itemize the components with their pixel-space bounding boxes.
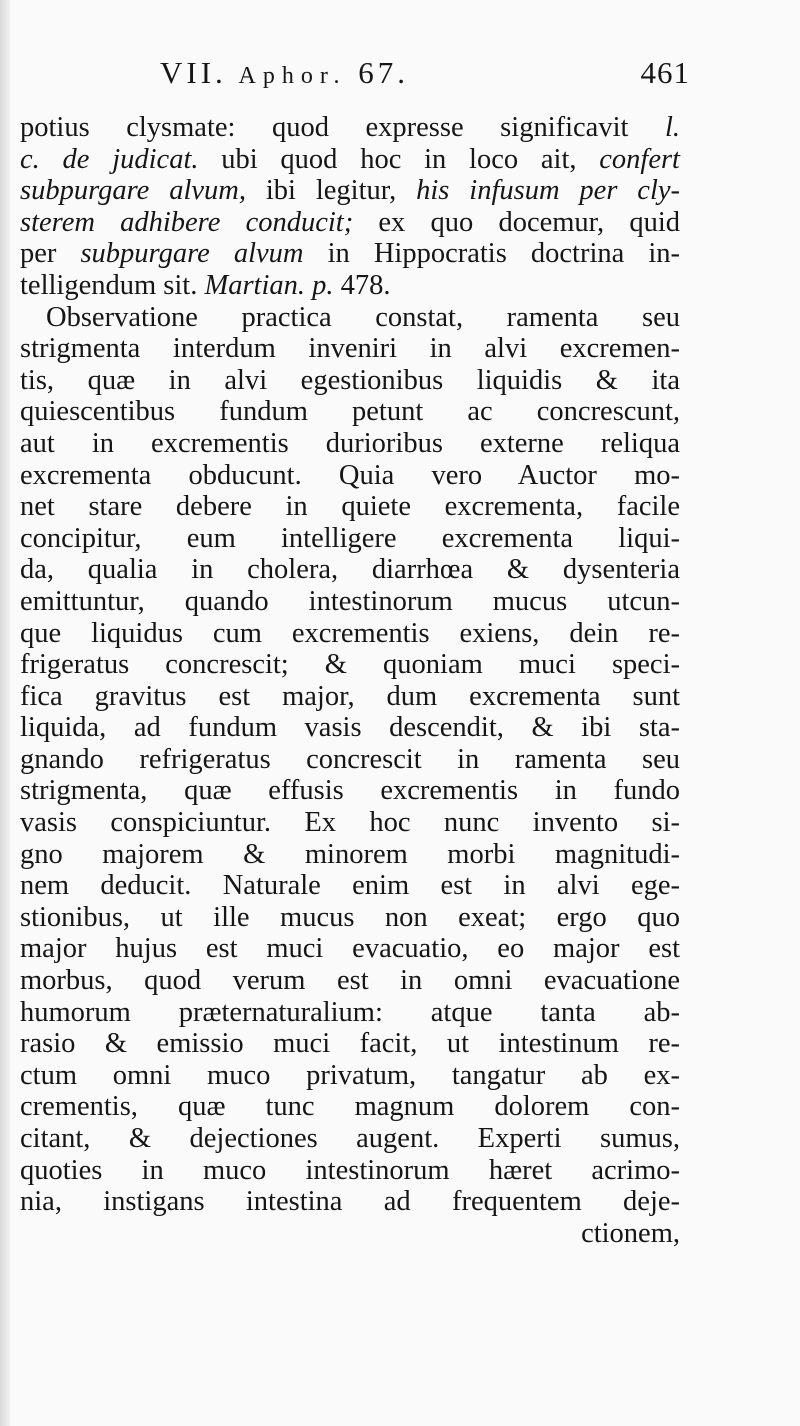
running-header bbox=[160, 55, 690, 99]
text-run: quiescentibus fundum petunt ac concrescunt, bbox=[20, 396, 680, 428]
running-head-roman: VII. bbox=[160, 55, 227, 90]
text-line bbox=[20, 1091, 680, 1123]
text-line bbox=[20, 807, 680, 839]
text-line bbox=[20, 586, 680, 618]
text-run: stionibus, ut ille mucus non exeat; ergo quo bbox=[20, 901, 680, 933]
text-line bbox=[20, 144, 680, 176]
text-run: concipitur, eum intelligere excrementa liqui- bbox=[20, 522, 680, 554]
text-line bbox=[20, 681, 680, 713]
italic-text: confert bbox=[599, 143, 680, 175]
text-run: morbus, quod verum est in omni evacuatione bbox=[20, 965, 680, 997]
text-line bbox=[20, 365, 680, 397]
text-line bbox=[20, 1060, 680, 1092]
text-run: citant, & dejectiones augent. Experti sumus, bbox=[20, 1123, 680, 1154]
text-run: strigmenta, quæ effusis excrementis in fundo bbox=[20, 775, 680, 807]
text-line bbox=[20, 112, 680, 144]
text-run: per bbox=[20, 238, 81, 270]
text-line bbox=[20, 428, 680, 460]
text-line bbox=[20, 396, 680, 428]
text-line bbox=[20, 270, 680, 302]
text-line bbox=[20, 491, 680, 523]
text-line bbox=[20, 1218, 680, 1250]
text-line bbox=[20, 1155, 680, 1187]
text-run: aut in excrementis durioribus externe reliqua bbox=[20, 427, 680, 459]
text-line bbox=[20, 554, 680, 586]
text-run: 478. bbox=[333, 269, 391, 301]
body-text bbox=[20, 112, 680, 1249]
text-line bbox=[20, 1028, 680, 1060]
text-line bbox=[20, 775, 680, 807]
text-run: vasis conspiciuntur. Ex hoc nunc invento si- bbox=[20, 807, 680, 839]
text-run: ex quo docemur, quid bbox=[353, 206, 680, 238]
italic-text: Martian. p. bbox=[204, 269, 334, 301]
text-line bbox=[20, 238, 680, 270]
text-run: ctum omni muco privatum, tangatur ab ex- bbox=[20, 1059, 680, 1091]
scan-edge-shadow bbox=[0, 0, 10, 1426]
text-run: rasio & emissio muci facit, ut intestinum re- bbox=[20, 1028, 680, 1060]
italic-text: sterem adhibere conducit; bbox=[20, 206, 354, 238]
text-line bbox=[20, 712, 680, 744]
italic-text: c. de judicat. bbox=[20, 143, 199, 175]
text-line bbox=[20, 1123, 680, 1155]
italic-text: his infusum per cly- bbox=[416, 175, 681, 207]
text-run: gnando refrigeratus concrescit in ramenta seu bbox=[20, 743, 680, 775]
running-head-caps: Aphor. bbox=[238, 63, 347, 89]
text-run: nia, instigans intestina ad frequentem deje- bbox=[20, 1186, 680, 1218]
text-run: crementis, quæ tunc magnum dolorem con- bbox=[20, 1091, 680, 1123]
text-run: fica gravitus est major, dum excrementa sunt bbox=[20, 680, 680, 712]
text-run: liquida, ad fundum vasis descendit, & ibi sta- bbox=[20, 712, 680, 744]
text-line bbox=[20, 997, 680, 1029]
text-run: tis, quæ in alvi egestionibus liquidis & ita bbox=[20, 364, 680, 396]
text-run: que liquidus cum excrementis exiens, dein re- bbox=[20, 617, 680, 649]
text-run: ctionem, bbox=[581, 1217, 680, 1249]
text-run: da, qualia in cholera, diarrhœa & dysenteria bbox=[20, 554, 680, 586]
text-line bbox=[20, 649, 680, 681]
text-run: emittuntur, quando intestinorum mucus utcun- bbox=[20, 585, 680, 617]
text-run: quoties in muco intestinorum hæret acrimo- bbox=[20, 1154, 680, 1186]
text-run: in Hippocratis doctrina in- bbox=[303, 238, 680, 270]
page-number: 461 bbox=[640, 55, 690, 90]
italic-text: l. bbox=[664, 112, 680, 143]
text-run: excrementa obducunt. Quia vero Auctor mo- bbox=[20, 459, 680, 491]
text-run: potius clysmate: quod expresse significavit bbox=[20, 112, 665, 143]
text-run: frigeratus concrescit; & quoniam muci speci- bbox=[20, 649, 680, 681]
text-line bbox=[20, 1186, 680, 1218]
text-line bbox=[20, 870, 680, 902]
text-line bbox=[20, 302, 680, 334]
text-run: gno majorem & minorem morbi magnitudi- bbox=[20, 838, 680, 870]
text-run: telligendum sit. bbox=[20, 269, 205, 301]
text-run: major hujus est muci evacuatio, eo major est bbox=[20, 933, 680, 965]
running-head bbox=[160, 55, 409, 91]
text-line bbox=[20, 460, 680, 492]
text-run: nem deducit. Naturale enim est in alvi ege- bbox=[20, 870, 680, 902]
text-run: ibi legitur, bbox=[245, 175, 417, 207]
italic-text: subpurgare alvum, bbox=[20, 175, 246, 207]
text-line bbox=[20, 902, 680, 934]
text-line bbox=[20, 744, 680, 776]
text-line bbox=[20, 175, 680, 207]
text-line bbox=[20, 207, 680, 239]
text-line bbox=[20, 933, 680, 965]
text-line bbox=[20, 618, 680, 650]
italic-text: subpurgare alvum bbox=[80, 238, 304, 270]
text-line bbox=[20, 333, 680, 365]
text-run: strigmenta interdum inveniri in alvi excremen- bbox=[20, 333, 680, 365]
text-run: ubi quod hoc in loco ait, bbox=[198, 143, 600, 175]
text-line bbox=[20, 523, 680, 555]
text-run: Observatione practica constat, ramenta seu bbox=[46, 301, 680, 333]
text-run: humorum præternaturalium: atque tanta ab- bbox=[20, 996, 680, 1028]
text-run: net stare debere in quiete excrementa, facile bbox=[20, 491, 680, 523]
text-line bbox=[20, 965, 680, 997]
running-head-num: 67. bbox=[358, 55, 410, 90]
text-line bbox=[20, 839, 680, 871]
